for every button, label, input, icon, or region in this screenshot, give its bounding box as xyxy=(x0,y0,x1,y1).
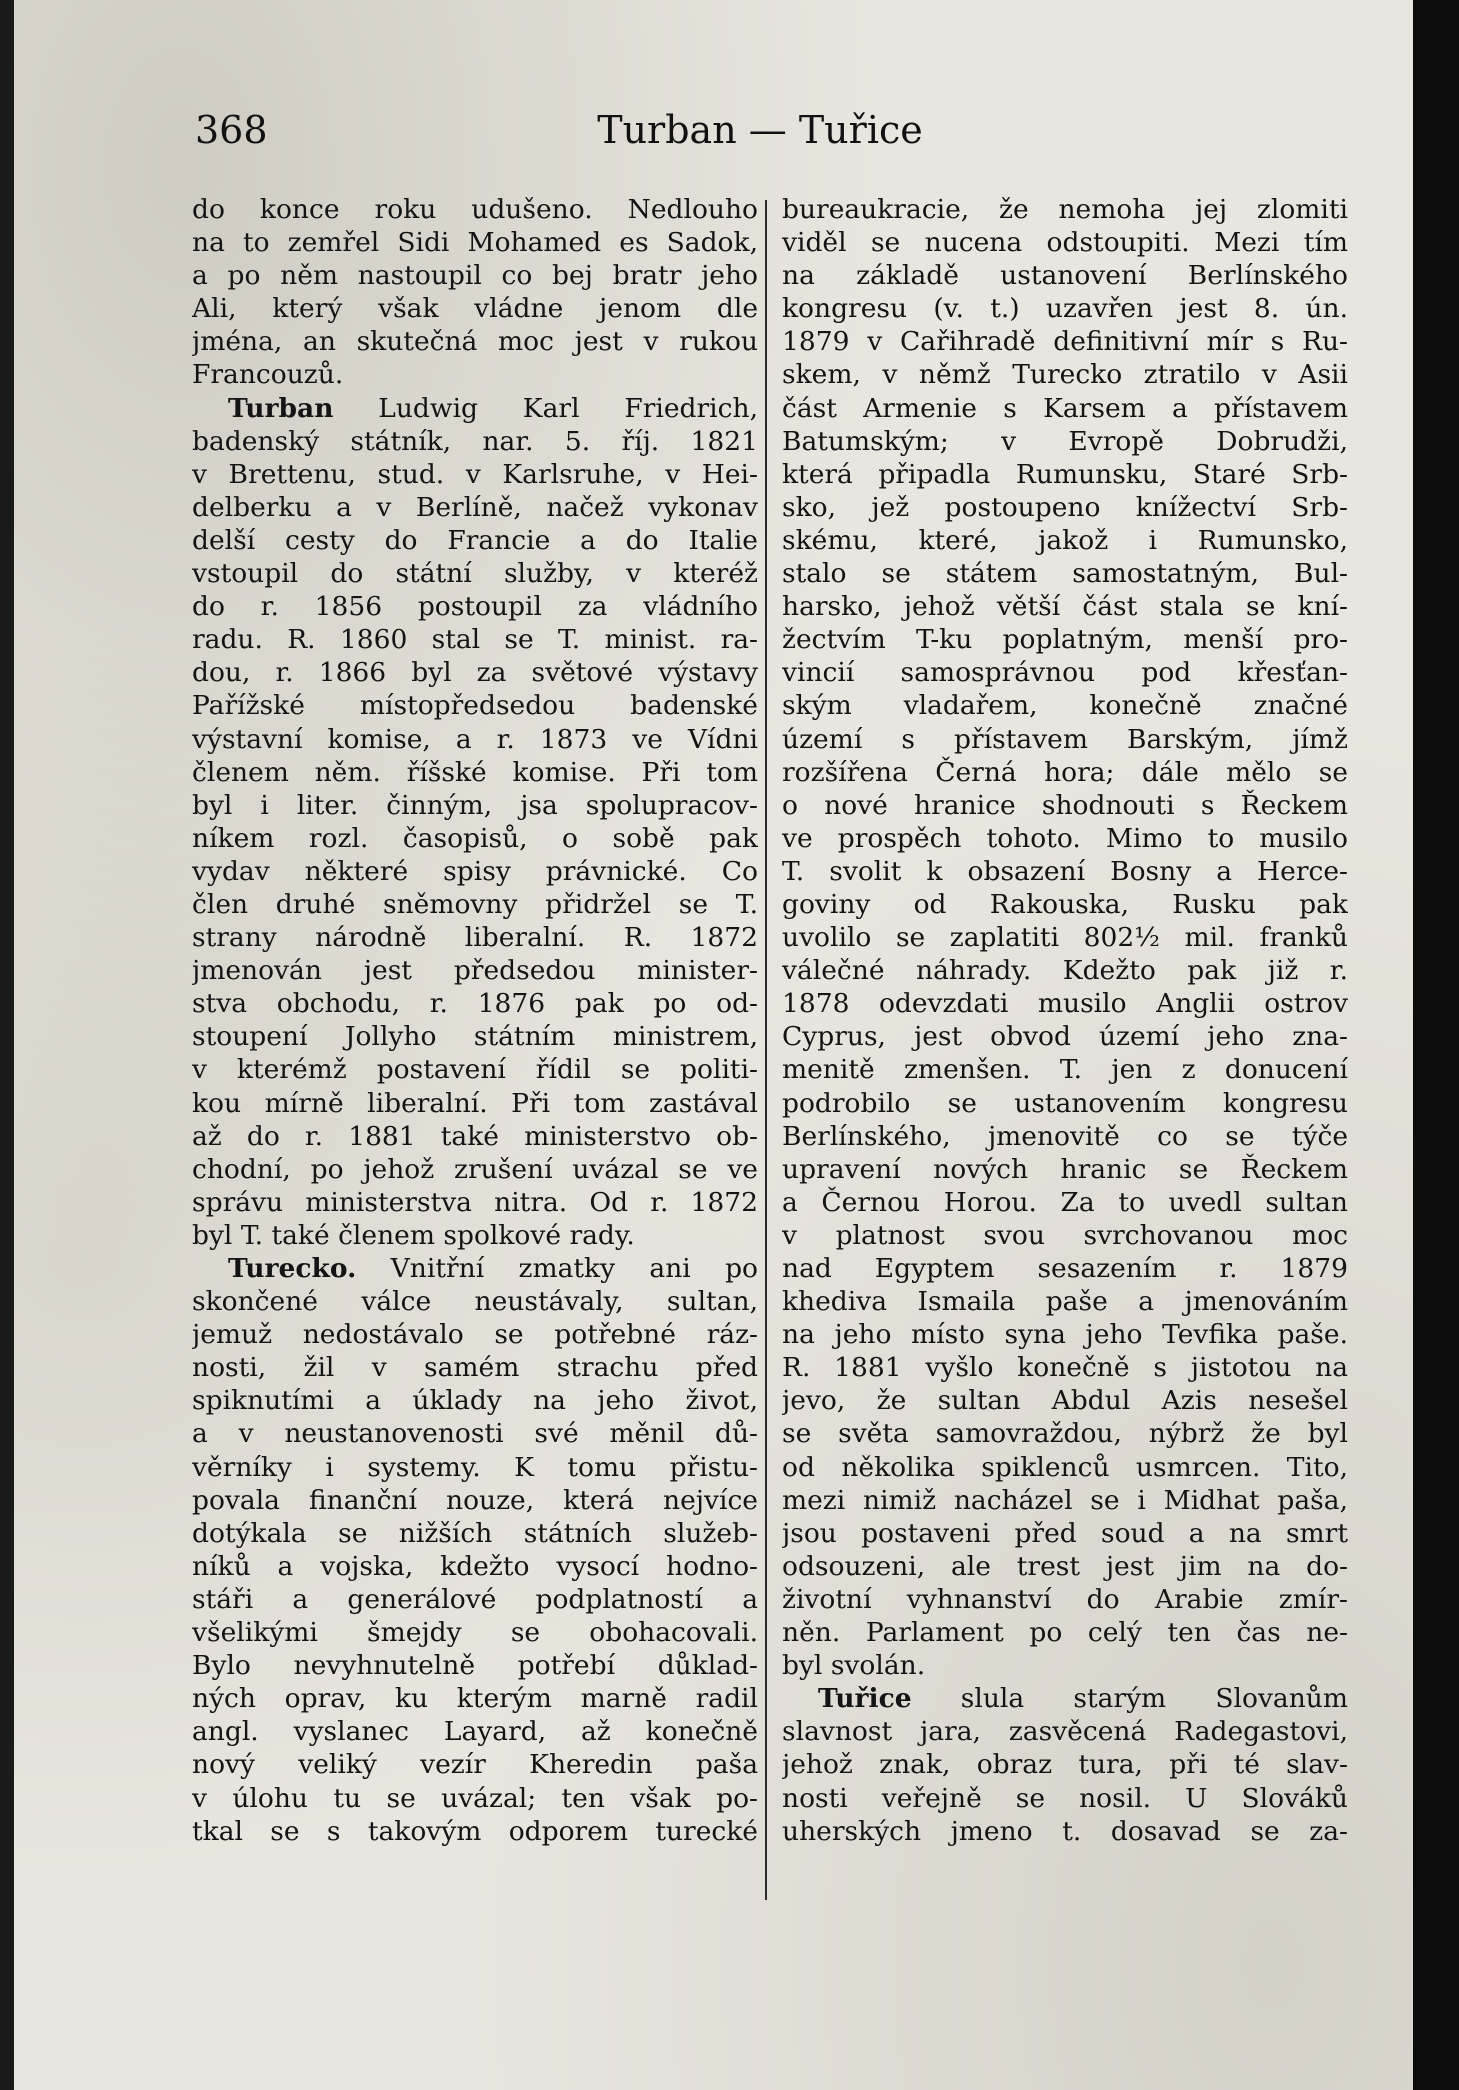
text-line: nový veliký vezír Kheredin paša xyxy=(192,1749,758,1781)
running-title: Turban — Tuřice xyxy=(597,108,923,152)
text-line: povala finanční nouze, která nejvíce xyxy=(192,1484,758,1516)
text-line: území s přístavem Barským, jímž xyxy=(782,723,1348,755)
text-line: goviny od Rakouska, Rusku pak xyxy=(782,888,1348,920)
text-line: R. 1881 vyšlo konečně s jistotou na xyxy=(782,1352,1348,1384)
text-line: viděl se nucena odstoupiti. Mezi tím xyxy=(782,227,1348,259)
text-line: slavnost jara, zasvěcená Radegastovi, xyxy=(782,1716,1348,1748)
text-line: až do r. 1881 také ministerstvo ob- xyxy=(192,1120,758,1152)
text-line: a po něm nastoupil co bej bratr jeho xyxy=(192,260,758,292)
text-line: a Černou Horou. Za to uvedl sultan xyxy=(782,1186,1348,1218)
text-line: válečné náhrady. Kdežto pak již r. xyxy=(782,955,1348,987)
text-line: stáři a generálové podplatností a xyxy=(192,1583,758,1615)
text-line: věrníky i systemy. K tomu přistu- xyxy=(192,1451,758,1483)
text-line: bureaukracie, že nemoha jej zlomiti xyxy=(782,194,1348,225)
text-line: do konce roku udušeno. Nedlouho xyxy=(192,194,758,225)
text-line: ským vladařem, konečně značné xyxy=(782,690,1348,722)
text-line: spiknutími a úklady na jeho život, xyxy=(192,1385,758,1417)
text-line: byl svolán. xyxy=(782,1650,926,1682)
text-line: všelikými šmejdy se obohacovali. xyxy=(192,1617,758,1649)
text-line: skončené válce neustávaly, sultan, xyxy=(192,1286,758,1318)
text-line: Berlínského, jmenovitě co se týče xyxy=(782,1120,1348,1152)
text-line: do r. 1856 postoupil za vládního xyxy=(192,591,758,623)
text-line: nad Egyptem sesazením r. 1879 xyxy=(782,1253,1348,1284)
text-line: skem, v němž Turecko ztratilo v Asii xyxy=(782,359,1348,391)
text-line: vstoupil do státní služby, v kteréž xyxy=(192,558,758,590)
entry-heading-line-turice: Tuřice slula starým Slovanům xyxy=(818,1683,1348,1715)
scan-border-left xyxy=(0,0,14,2090)
text-line: níků a vojska, kdežto vysocí hodno- xyxy=(192,1550,758,1582)
text-line: na základě ustanovení Berlínského xyxy=(782,260,1348,292)
text-line: radu. R. 1860 stal se T. minist. ra- xyxy=(192,624,758,656)
text-line: od několika spiklenců usmrcen. Tito, xyxy=(782,1451,1348,1483)
text-line: mezi nimiž nacházel se i Midhat paša, xyxy=(782,1484,1348,1516)
text-line: žectvím T-ku poplatným, menší pro- xyxy=(782,624,1348,656)
text-line: na to zemřel Sidi Mohamed es Sadok, xyxy=(192,227,758,259)
text-line: Batumským; v Evropě Dobrudži, xyxy=(782,425,1348,457)
text-line: T. svolit k obsazení Bosny a Herce- xyxy=(782,855,1348,887)
text-line: khediva Ismaila paše a jmenováním xyxy=(782,1286,1348,1318)
right-column xyxy=(782,193,1348,1848)
page-header xyxy=(195,108,1325,168)
text-line: a v neustanovenosti své měnil dů- xyxy=(192,1418,758,1450)
text-line: jehož znak, obraz tura, při té slav- xyxy=(782,1749,1348,1781)
text-line: sko, jež postoupeno knížectví Srb- xyxy=(782,491,1348,523)
text-line: jména, an skutečná moc jest v rukou xyxy=(192,326,758,358)
entry-headword: Turban xyxy=(228,392,334,424)
text-line: Cyprus, jest obvod území jeho zna- xyxy=(782,1021,1348,1053)
text-line: angl. vyslanec Layard, až konečně xyxy=(192,1716,758,1748)
text-line: na jeho místo syna jeho Tevfika paše. xyxy=(782,1319,1348,1351)
text-line: která připadla Rumunsku, Staré Srb- xyxy=(782,458,1348,490)
text-line: dotýkala se nižších státních služeb- xyxy=(192,1517,758,1549)
text-line: jsou postaveni před soud a na smrt xyxy=(782,1517,1348,1549)
text-line: odsouzeni, ale trest jest jim na do- xyxy=(782,1550,1348,1582)
text-line: jevo, že sultan Abdul Azis nesešel xyxy=(782,1385,1348,1417)
text-line: něn. Parlament po celý ten čas ne- xyxy=(782,1617,1348,1649)
scan-border-right xyxy=(1413,0,1459,2090)
text-line: uvolilo se zaplatiti 802½ mil. franků xyxy=(782,922,1348,954)
text-line: 1878 odevzdati musilo Anglii ostrov xyxy=(782,988,1348,1020)
text-line: tkal se s takovým odporem turecké xyxy=(192,1815,758,1847)
text-line: stva obchodu, r. 1876 pak po od- xyxy=(192,988,758,1020)
text-line: byl i liter. činným, jsa spolupracov- xyxy=(192,789,758,821)
text-line: člen druhé sněmovny přidržel se T. xyxy=(192,888,758,920)
text-line: Pařížské místopředsedou badenské xyxy=(192,690,758,722)
text-line: nosti, žil v samém strachu před xyxy=(192,1352,758,1384)
text-line: byl T. také členem spolkové rady. xyxy=(192,1219,635,1251)
entry-heading-line-turban: Turban Ludwig Karl Friedrich, xyxy=(228,392,758,424)
entry-headword: Turecko. xyxy=(228,1253,357,1284)
text-line: část Armenie s Karsem a přístavem xyxy=(782,392,1348,424)
left-column xyxy=(192,193,758,1848)
entry-headword: Tuřice xyxy=(818,1683,912,1715)
text-line: životní vyhnanství do Arabie zmír- xyxy=(782,1583,1348,1615)
text-line: delší cesty do Francie a do Italie xyxy=(192,524,758,556)
text-line: harsko, jehož větší část stala se kní- xyxy=(782,591,1348,623)
text-line: delberku a v Berlíně, načež vykonav xyxy=(192,491,758,523)
text-line: ných oprav, ku kterým marně radil xyxy=(192,1683,758,1715)
text-line: jmenován jest předsedou minister- xyxy=(192,955,758,987)
text-line: nosti veřejně se nosil. U Slováků xyxy=(782,1782,1348,1814)
text-line: chodní, po jehož zrušení uvázal se ve xyxy=(192,1153,758,1185)
text-line: v Brettenu, stud. v Karlsruhe, v Hei- xyxy=(192,458,758,490)
text-line: vydav některé spisy právnické. Co xyxy=(192,855,758,887)
text-line: menitě zmenšen. T. jen z donucení xyxy=(782,1054,1348,1086)
text-line: uherských jmeno t. dosavad se za- xyxy=(782,1815,1348,1847)
text-line: správu ministerstva nitra. Od r. 1872 xyxy=(192,1186,758,1218)
text-line: badenský státník, nar. 5. říj. 1821 xyxy=(192,425,758,457)
text-line: o nové hranice shodnouti s Řeckem xyxy=(782,789,1348,821)
text-line: dou, r. 1866 byl za světové výstavy xyxy=(192,657,758,689)
text-line: stoupení Jollyho státním ministrem, xyxy=(192,1021,758,1053)
column-divider xyxy=(765,200,767,1900)
text-line: Ali, který však vládne jenom dle xyxy=(192,293,758,325)
text-line: se světa samovraždou, nýbrž že byl xyxy=(782,1418,1348,1450)
text-line: členem něm. říšské komise. Při tom xyxy=(192,756,758,788)
text-line: v kterémž postavení řídil se politi- xyxy=(192,1054,758,1086)
text-line: podrobilo se ustanovením kongresu xyxy=(782,1087,1348,1119)
text-line: skému, které, jakož i Rumunsko, xyxy=(782,524,1348,556)
text-line: strany národně liberalní. R. 1872 xyxy=(192,922,758,954)
text-line: Francouzů. xyxy=(192,359,344,391)
text-line: jemuž nedostávalo se potřebné ráz- xyxy=(192,1319,758,1351)
text-line: vincií samosprávnou pod křesťan- xyxy=(782,657,1348,689)
text-line: 1879 v Cařihradě definitivní mír s Ru- xyxy=(782,326,1348,358)
text-line: kongresu (v. t.) uzavřen jest 8. ún. xyxy=(782,293,1348,325)
text-line: upravení nových hranic se Řeckem xyxy=(782,1153,1348,1185)
text-line: rozšířena Černá hora; dále mělo se xyxy=(782,756,1348,788)
text-line: níkem rozl. časopisů, o sobě pak xyxy=(192,822,758,854)
text-line: Bylo nevyhnutelně potřebí důklad- xyxy=(192,1650,758,1682)
text-line: výstavní komise, a r. 1873 ve Vídni xyxy=(192,723,758,755)
text-line: kou mírně liberalní. Při tom zastával xyxy=(192,1087,758,1119)
entry-heading-line-turecko: Turecko. Vnitřní zmatky ani po xyxy=(228,1253,758,1284)
text-line: v platnost svou svrchovanou moc xyxy=(782,1219,1348,1251)
text-line: ve prospěch tohoto. Mimo to musilo xyxy=(782,822,1348,854)
text-line: stalo se státem samostatným, Bul- xyxy=(782,558,1348,590)
text-line: v úlohu tu se uvázal; ten však po- xyxy=(192,1782,758,1814)
page-number: 368 xyxy=(195,108,268,152)
